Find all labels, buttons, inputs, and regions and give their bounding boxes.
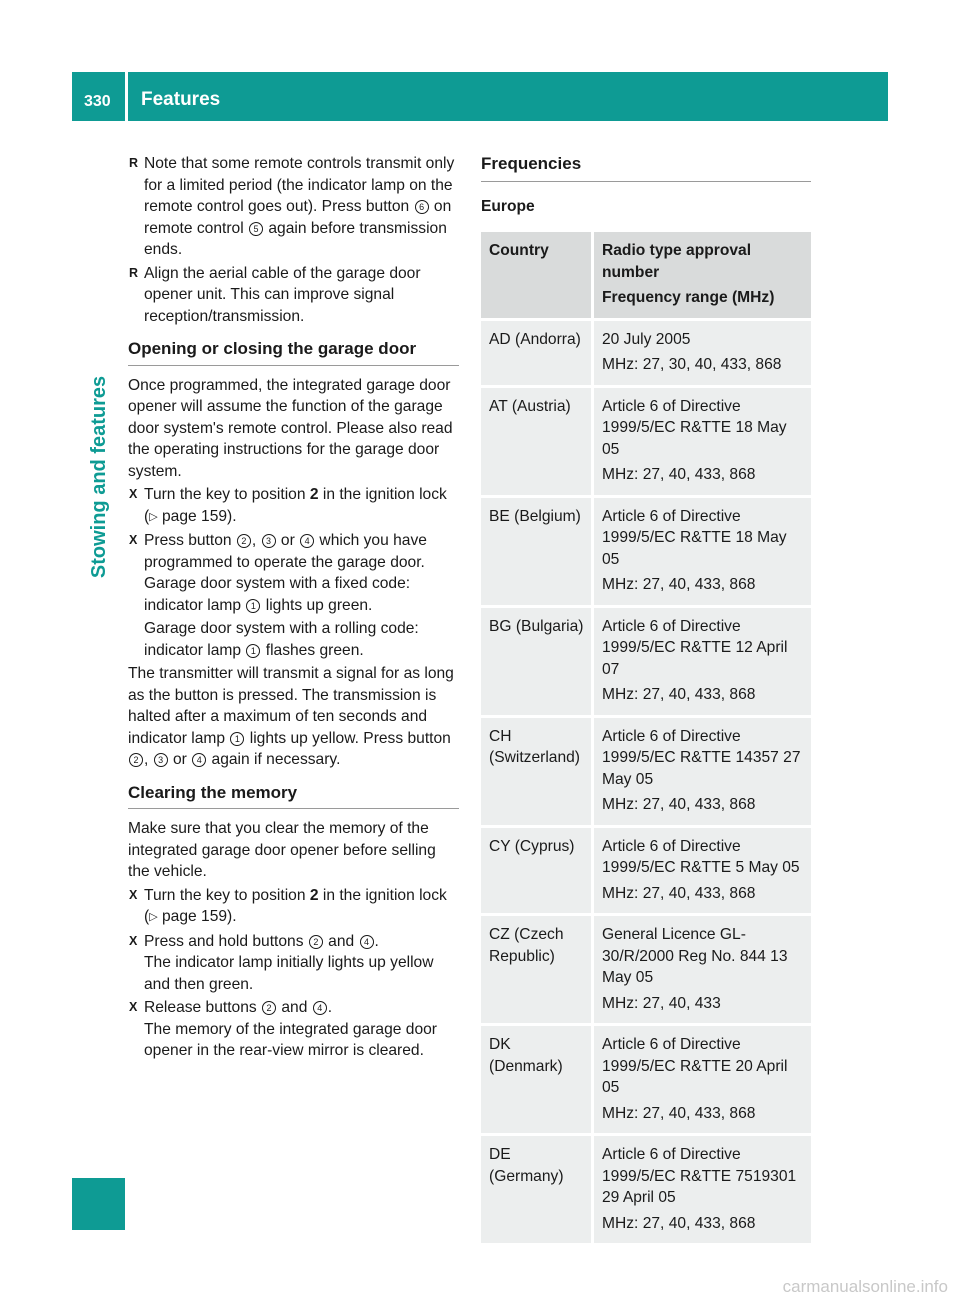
button-number-icon: 5: [249, 222, 263, 236]
table-row: [481, 916, 811, 1026]
approval-cell: [594, 828, 811, 917]
button-number-icon: 2: [237, 534, 251, 548]
right-column: [481, 153, 811, 1246]
region-label: Europe: [481, 197, 535, 215]
frequency-text: MHz: 27, 40, 433, 868: [602, 576, 756, 593]
table-row: [481, 1026, 811, 1136]
page-header: [72, 72, 888, 121]
approval-text: Article 6 of Directive 1999/5/EC R&TTE 5 May 05: [602, 837, 800, 876]
bullet-item: R Align the aerial cable of the garage door opener unit. This can improve signal reception/transmission.: [128, 263, 459, 328]
section-heading: Clearing the memory: [128, 782, 459, 810]
approval-text: Article 6 of Directive 1999/5/EC R&TTE 18 May 05: [602, 397, 787, 458]
button-number-icon: 2: [129, 753, 143, 767]
approval-cell: [594, 916, 811, 1026]
approval-cell: [594, 718, 811, 828]
approval-cell: [594, 498, 811, 608]
header-country: Country: [481, 232, 594, 321]
step-note: Garage door system with a rolling code: indicator lamp 1 flashes green.: [144, 620, 419, 659]
button-number-icon: 4: [313, 1001, 327, 1015]
approval-cell: [594, 608, 811, 718]
section-heading: Frequencies: [481, 153, 811, 182]
frequency-text: MHz: 27, 40, 433, 868: [602, 1104, 756, 1122]
table-row: [481, 321, 811, 388]
table-header-row: [481, 232, 811, 321]
button-number-icon: 4: [192, 753, 206, 767]
country-cell: AT (Austria): [481, 388, 594, 498]
approval-text: General Licence GL-30/R/2000 Reg No. 844 13 May 05: [602, 926, 788, 986]
country-cell: CZ (Czech Republic): [481, 916, 594, 1026]
country-cell: BE (Belgium): [481, 498, 594, 608]
button-number-icon: 2: [262, 1001, 276, 1015]
table-row: [481, 718, 811, 828]
chapter-side-label: Stowing and features: [88, 375, 110, 579]
button-number-icon: 3: [154, 753, 168, 767]
table-row: [481, 608, 811, 718]
frequency-text: MHz: 27, 40, 433, 868: [602, 884, 756, 902]
country-cell: DK (Denmark): [481, 1026, 594, 1136]
approval-text: Article 6 of Directive 1999/5/EC R&TTE 18 May 05: [602, 507, 787, 568]
instruction-step: X Release buttons 2 and 4 . The memory of the integrated garage door opener in the rear-view mirror is cleared.: [128, 997, 459, 1062]
indicator-lamp-icon: 1: [246, 599, 260, 613]
button-number-icon: 4: [300, 534, 314, 548]
country-cell: AD (Andorra): [481, 321, 594, 388]
page-ref-icon: ▷: [149, 510, 158, 523]
frequency-text: MHz: 27, 40, 433, 868: [602, 796, 756, 813]
page-number: 330: [84, 93, 111, 110]
country-cell: CH (Switzerland): [481, 718, 594, 828]
frequency-text: MHz: 27, 40, 433, 868: [602, 686, 756, 703]
button-number-icon: 6: [415, 200, 429, 214]
instruction-step: X Turn the key to position 2 in the ignition lock (▷ page 159).: [128, 484, 459, 528]
approval-text: Article 6 of Directive 1999/5/EC R&TTE 14357 27 May 05: [602, 727, 801, 788]
approval-text: Article 6 of Directive 1999/5/EC R&TTE 7519301 29 April 05: [602, 1146, 797, 1206]
header-divider: [125, 72, 128, 121]
section-paragraph: The transmitter will transmit a signal for as long as the button is pressed. The transmission is halted after a maximum of ten seconds and indicator lamp 1 lights up yellow. Press button 2 , 3 or 4 again if necessary.: [128, 665, 454, 768]
chapter-tab: [72, 1178, 125, 1230]
button-number-icon: 2: [309, 935, 323, 949]
approval-cell: [594, 388, 811, 498]
frequency-text: MHz: 27, 40, 433: [602, 994, 721, 1012]
section-intro: Once programmed, the integrated garage door opener will assume the function of the garage door system's remote control. Please also read the operating instructions for the garage door system.: [128, 376, 453, 480]
header-approval: Radio type approval number Frequency range (MHz): [594, 232, 811, 321]
bullet-item: R Note that some remote controls transmit only for a limited period (the indicator lamp on the remote control goes out). Press button 6 on remote control 5 again before transmission ends.: [128, 153, 459, 261]
approval-cell: [594, 1136, 811, 1246]
approval-cell: [594, 1026, 811, 1136]
instruction-step: X Turn the key to position 2 in the ignition lock (▷ page 159).: [128, 885, 459, 929]
table-body: [481, 321, 811, 1247]
table-row: [481, 388, 811, 498]
country-cell: BG (Bulgaria): [481, 608, 594, 718]
page-ref-icon: ▷: [149, 911, 158, 923]
section-heading: Opening or closing the garage door: [128, 338, 459, 366]
section-intro: Make sure that you clear the memory of the integrated garage door opener before selling the vehicle.: [128, 820, 436, 880]
frequency-text: MHz: 27, 40, 433, 868: [602, 1214, 756, 1232]
approval-text: Article 6 of Directive 1999/5/EC R&TTE 12 April 07: [602, 617, 788, 678]
table-row: [481, 828, 811, 917]
page-title: Features: [141, 89, 221, 110]
table-row: [481, 1136, 811, 1246]
frequency-text: MHz: 27, 30, 40, 433, 868: [602, 356, 782, 373]
frequency-text: MHz: 27, 40, 433, 868: [602, 466, 756, 483]
indicator-lamp-icon: 1: [230, 732, 244, 746]
instruction-step: X Press and hold buttons 2 and 4 . The indicator lamp initially lights up yellow and then green.: [128, 931, 459, 996]
watermark: carmanualsonline.info: [782, 1277, 948, 1296]
button-number-icon: 3: [262, 534, 276, 548]
country-cell: CY (Cyprus): [481, 828, 594, 917]
approval-text: Article 6 of Directive 1999/5/EC R&TTE 20 April 05: [602, 1036, 788, 1096]
table-row: [481, 498, 811, 608]
instruction-step: X Press button 2 , 3 or 4 which you have programmed to operate the garage door.: [128, 530, 459, 573]
frequency-table: [481, 232, 811, 1246]
approval-text: 20 July 2005: [602, 330, 691, 348]
approval-cell: [594, 321, 811, 388]
indicator-lamp-icon: 1: [246, 644, 260, 658]
country-cell: DE (Germany): [481, 1136, 594, 1246]
step-note: Garage door system with a fixed code: indicator lamp 1 lights up green.: [144, 575, 411, 614]
button-number-icon: 4: [360, 935, 374, 949]
left-column: [128, 153, 459, 1062]
